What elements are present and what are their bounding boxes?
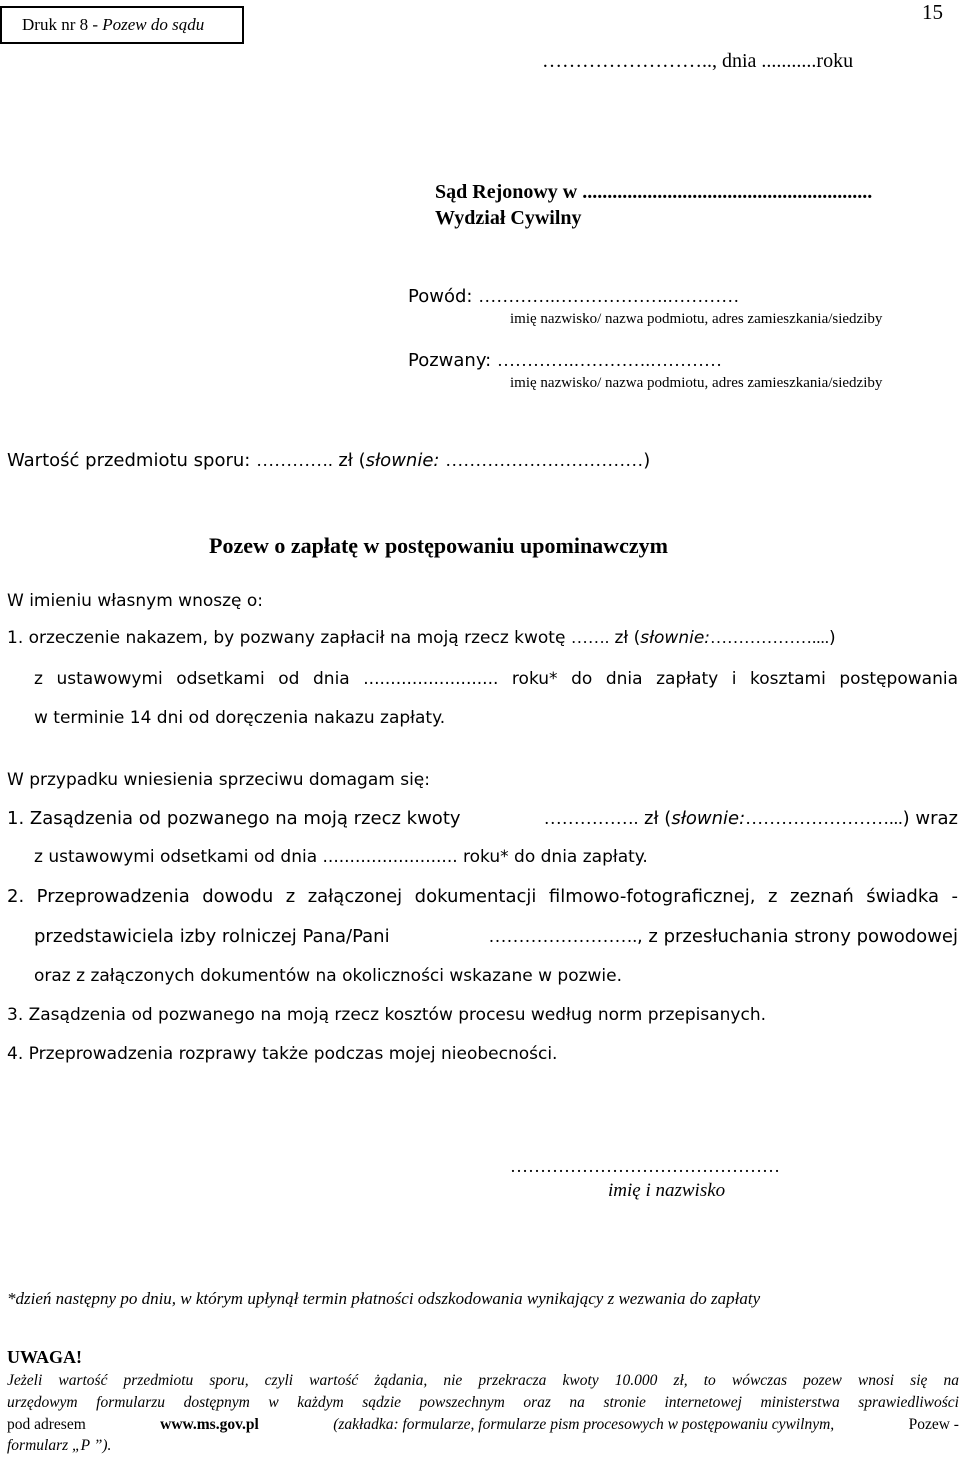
notice-line-1: Jeżeli wartość przedmiotu sporu, czyli wartość żądania, nie przekracza kwoty 10.000 zł, to wówczas pozew wnosi się na: [7, 1372, 959, 1389]
document-title: Pozew o zapłatę w postępowaniu upominawczym: [209, 533, 668, 558]
notice-line-2: urzędowym formularzu dostępnym w każdym sądzie powszechnym oraz na stronie internetowej ministerstwa sprawiedliwości: [7, 1394, 959, 1411]
form-label-box: [0, 6, 244, 44]
page-number: 15: [922, 0, 943, 24]
claim-line-1: 1. orzeczenie nakazem, by pozwany zapłacił na moją rzecz kwotę ……. zł (słownie:………………....): [7, 628, 836, 648]
opposition-item-2-line-3: oraz z załączonych dokumentów na okoliczności wskazane w pozwie.: [34, 966, 623, 986]
opposition-item-4: 4. Przeprowadzenia rozprawy także podczas mojej nieobecności.: [7, 1044, 558, 1064]
opposition-item-3: 3. Zasądzenia od pozwanego na moją rzecz kosztów procesu według norm przepisanych.: [7, 1005, 766, 1025]
opposition-item-1: 1. Zasądzenia od pozwanego na moją rzecz kwoty ……………. zł (słownie:……………………...) wraz: [7, 808, 958, 829]
opposition-item-2-line-2: przedstawiciela izby rolniczej Pana/Pani ……………………., z przesłuchania strony powodowej: [34, 926, 958, 947]
plaintiff-row: [408, 286, 739, 307]
footnote: *dzień następny po dniu, w którym upłynął termin płatności odszkodowania wynikający z wezwania do zapłaty: [7, 1289, 761, 1308]
form-number: Druk nr 8 -: [22, 15, 99, 34]
signature-dots: ………………………………………: [510, 1156, 780, 1176]
court-name: Sąd Rejonowy w ..........................................................: [435, 181, 873, 203]
claim-line-2: z ustawowymi odsetkami od dnia ......................... roku* do dnia zapłaty i kosztami postępowania: [34, 669, 958, 689]
signature-caption: imię i nazwisko: [608, 1180, 726, 1201]
dispute-value-dots: ………….: [256, 450, 333, 470]
opposition-item-1-line-2: z ustawowymi odsetkami od dnia ......................... roku* do dnia zapłaty.: [34, 847, 648, 867]
plaintiff-label: Powód:: [408, 286, 473, 307]
opposition-item-2: 2. Przeprowadzenia dowodu z załączonej dokumentacji filmowo-fotograficznej, z zeznań świadka -: [7, 886, 958, 907]
plaintiff-dots: ………….……………….…………: [478, 286, 740, 306]
intro-text: W imieniu własnym wnoszę o:: [7, 591, 264, 611]
defendant-row: [408, 350, 722, 371]
opposition-heading: W przypadku wniesienia sprzeciwu domagam się:: [7, 770, 430, 790]
date-line: …………………….., dnia ...........roku: [542, 50, 854, 72]
dispute-value-row: Wartość przedmiotu sporu: …………. zł (słownie: ……………………………): [7, 450, 651, 471]
form-name: Pozew do sądu: [102, 15, 205, 34]
ministry-url-link[interactable]: www.ms.gov.pl: [160, 1416, 259, 1433]
defendant-caption: imię nazwisko/ nazwa podmiotu, adres zamieszkania/siedziby: [510, 375, 883, 391]
defendant-dots: ………….………….…………: [496, 350, 722, 370]
claim-line-3: w terminie 14 dni od doręczenia nakazu zapłaty.: [34, 708, 446, 728]
notice-line-4: formularz „P ”).: [7, 1437, 112, 1454]
dispute-value-words-label: słownie:: [365, 450, 440, 471]
dispute-value-label: Wartość przedmiotu sporu:: [7, 450, 251, 471]
dispute-value-currency: zł: [338, 450, 353, 471]
defendant-label: Pozwany:: [408, 350, 492, 371]
notice-heading: UWAGA!: [7, 1347, 82, 1367]
plaintiff-caption: imię nazwisko/ nazwa podmiotu, adres zamieszkania/siedziby: [510, 311, 883, 327]
notice-line-3: pod adresem www.ms.gov.pl (zakładka: formularze, formularze pism procesowych w postępowaniu cywilnym, Pozew -: [7, 1416, 959, 1433]
court-division: Wydział Cywilny: [435, 207, 582, 229]
dispute-value-words-dots: ……………………………: [445, 450, 644, 470]
